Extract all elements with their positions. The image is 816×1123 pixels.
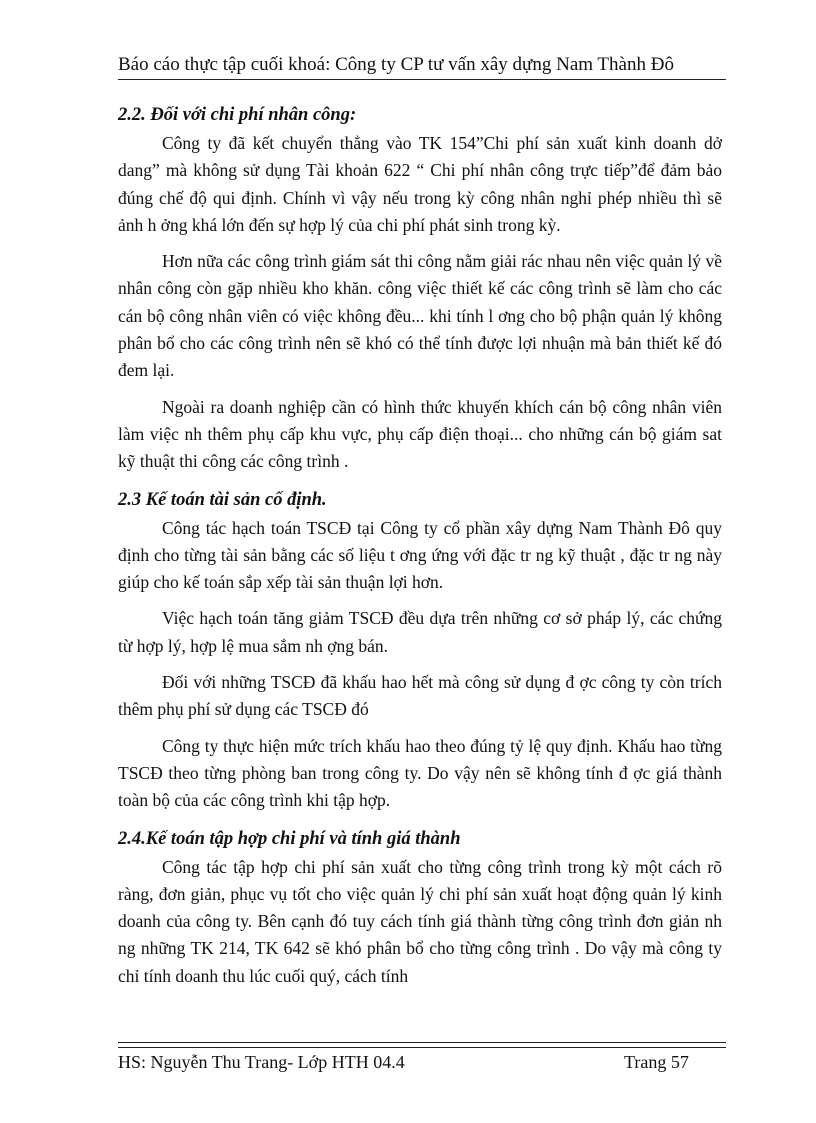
section-fixed-assets — [118, 485, 722, 815]
header-divider — [118, 79, 726, 80]
paragraph: Đối với những TSCĐ đã khấu hao hết mà công sử dụng đ ợc công ty còn trích thêm phụ phí sử dụng các TSCĐ đó — [118, 672, 722, 720]
footer-divider — [118, 1042, 726, 1043]
section-heading: 2.2. Đối với chi phí nhân công: — [118, 105, 357, 125]
paragraph: Ngoài ra doanh nghiệp cần có hình thức khuyến khích cán bộ công nhân viên làm việc nh thêm phụ cấp khu vực, phụ cấp điện thoại... cho những cán bộ giám sat kỹ thuật thi công các công trình . — [118, 396, 722, 472]
footer-divider — [118, 1047, 726, 1048]
footer-student-info: HS: Nguyễn Thu Trang- Lớp HTH 04.4 — [118, 1052, 405, 1072]
paragraph: Công ty đã kết chuyển thẳng vào TK 154”Chi phí sản xuất kinh doanh dở dang” mà không sử dụng Tài khoản 622 “ Chi phí nhân công trực tiếp”để đảm bảo đúng chế độ qui định. Chính vì vậy nếu trong kỳ công nhân nghỉ phép nhiều thì sẽ ảnh h ởng khá lớn đến sự hợp lý của chi phí phát sinh trong kỳ. — [118, 133, 722, 235]
paragraph: Công ty thực hiện mức trích khấu hao theo đúng tỷ lệ quy định. Khấu hao từng TSCĐ theo từng phòng ban trong công ty. Do vậy nên sẽ không tính đ ợc giá thành toàn bộ của các công trình khi tập hợp. — [118, 735, 722, 811]
page-header-title: Báo cáo thực tập cuối khoá: Công ty CP tư vấn xây dựng Nam Thành Đô — [118, 54, 674, 75]
paragraph: Việc hạch toán tăng giảm TSCĐ đều dựa trên những cơ sở pháp lý, các chứng từ hợp lý, hợp lệ mua sắm nh ợng bán. — [118, 608, 722, 656]
paragraph: Hơn nữa các công trình giám sát thi công nằm giải rác nhau nên việc quản lý về nhân công còn gặp nhiều kho khăn. công việc thiết kế các công trình sẽ làm cho các cán bộ công nhân viên có việc không đều... khi tính l ơng cho bộ phận quản lý không phân bổ cho các công trình nên sẽ khó có thể tính được lợi nhuận mà bản thiết kế đó đem lại. — [118, 251, 722, 381]
paragraph: Công tác tập hợp chi phí sản xuất cho từng công trình trong kỳ một cách rõ ràng, đơn giản, phục vụ tốt cho việc quản lý chi phí sản xuất hoạt động quản lý kinh doanh của công ty. Bên cạnh đó tuy cách tính giá thành từng công trình đơn giản nh ng những TK 214, TK 642 sẽ khó phân bổ cho từng công trình . Do vậy mà công ty chỉ tính doanh thu lúc cuối quý, cách tính — [118, 856, 722, 986]
section-cost-accounting — [118, 824, 722, 990]
section-labor-cost — [118, 100, 722, 476]
section-heading: 2.4.Kế toán tập hợp chi phí và tính giá thành — [118, 828, 461, 849]
document-body — [118, 100, 722, 999]
page-number: Trang 57 — [624, 1052, 689, 1072]
section-heading: 2.3 Kế toán tài sản cố định. — [118, 489, 327, 510]
paragraph: Công tác hạch toán TSCĐ tại Công ty cổ phần xây dựng Nam Thành Đô quy định cho từng tài sản bằng các số liệu t ơng ứng với đặc tr ng kỹ thuật , đặc tr ng này giúp cho kế toán sắp xếp tài sản thuận lợi hơn. — [118, 517, 722, 593]
